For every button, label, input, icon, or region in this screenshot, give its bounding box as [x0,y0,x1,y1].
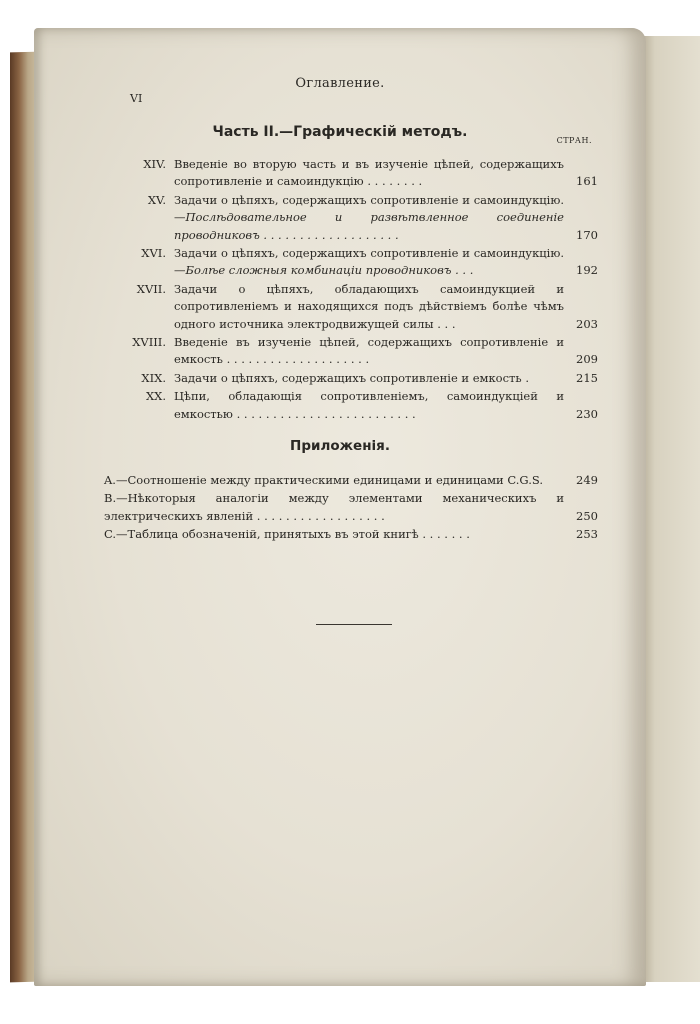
appendix-entry [104,472,598,489]
toc-entry-subtitle: Послѣдовательное и развѣтвленное соединеніе проводниковъ . . . . . . . . . . . . . . . . . . . [174,210,564,242]
running-head: Оглавление. [295,76,385,91]
toc-entry [132,388,598,423]
appendix-entry-letter: B. [104,491,117,506]
toc-entry [132,370,598,387]
toc-entry [132,192,598,244]
toc-entry-number: XIV. [143,157,166,171]
toc-list [132,156,598,424]
appendix-entry [104,526,598,543]
toc-entry-number: XVII. [136,281,166,296]
appendix-entry-letter: C. [104,527,117,542]
appendix-entry [104,490,598,525]
toc-entry-page: 215 [576,370,598,385]
appendix-entry-text: —Таблица обозначеній, принятыхъ въ этой книгѣ . . . . . . . [116,527,470,542]
next-page-edge [640,36,700,982]
toc-entry-page: 192 [576,263,598,278]
toc-entry-number: XIX. [141,370,166,385]
appendix-entry-letter: A. [104,473,116,487]
appendix-entry-page: 249 [576,473,598,487]
toc-entry-page: 209 [576,352,598,367]
toc-entry-text: Задачи о цѣпяхъ, содержащихъ сопротивленіе и самоиндукцію.— [174,192,564,225]
page-number: VI [130,92,143,105]
appendix-entry-page: 250 [576,508,598,523]
book-page [34,28,646,986]
toc-entry [132,334,598,369]
toc-entry-page: 230 [576,406,598,421]
appendix-entry-page: 253 [576,527,598,542]
toc-entry-number: XVI. [141,246,166,261]
toc-entry-text: Цѣпи, обладающія сопротивленіемъ, самоиндукціей и емкостью . . . . . . . . . . . . . . . . . . . . . . . . . [174,389,564,421]
toc-entry-text: Задачи о цѣпяхъ, содержащихъ сопротивленіе и самоиндукцію.— [174,246,564,278]
toc-entry-text: Задачи о цѣпяхъ, содержащихъ сопротивленіе и емкость . [174,370,529,385]
toc-entry-number: XVIII. [132,335,166,350]
toc-entry-text: Введеніе въ изученіе цѣпей, содержащихъ сопротивленіе и емкость . . . . . . . . . . . . . . . . . . . . [174,335,564,367]
part-title: Часть II.—Графическій методъ. [212,124,468,140]
appendix-entry-text: —Соотношеніе между практическими единицами и единицами C.G.S. [115,473,543,487]
toc-entry [132,156,598,191]
page-column-header: СТРАН. [556,136,592,145]
appendix-list [104,472,598,545]
toc-entry-subtitle: Болѣе сложныя комбинаціи проводниковъ . . . [185,263,474,278]
toc-entry-page: 170 [576,227,598,242]
toc-entry-page: 161 [576,174,598,189]
appendix-title: Приложенія. [290,438,390,454]
toc-entry-number: XX. [145,389,166,404]
appendix-entry-text: —Нѣкоторыя аналогіи между элементами механическихъ и электрическихъ явленій . . . . . . . . . . . . . . . . . . [104,491,564,523]
toc-entry-number: XV. [147,192,166,207]
toc-entry [132,281,598,333]
toc-entry-text: Введеніе во вторую часть и въ изученіе цѣпей, содержащихъ сопротивленіе и самоиндукцію . . . . . . . . [174,157,564,189]
toc-entry [132,245,598,280]
toc-entry-page: 203 [576,316,598,331]
end-rule [316,624,392,625]
toc-entry-text: Задачи о цѣпяхъ, обладающихъ самоиндукцией и сопротивленіемъ и находящихся подъ дѣйствіемъ болѣе чѣмъ одного источника электродвижущей силы . . . [174,281,564,331]
